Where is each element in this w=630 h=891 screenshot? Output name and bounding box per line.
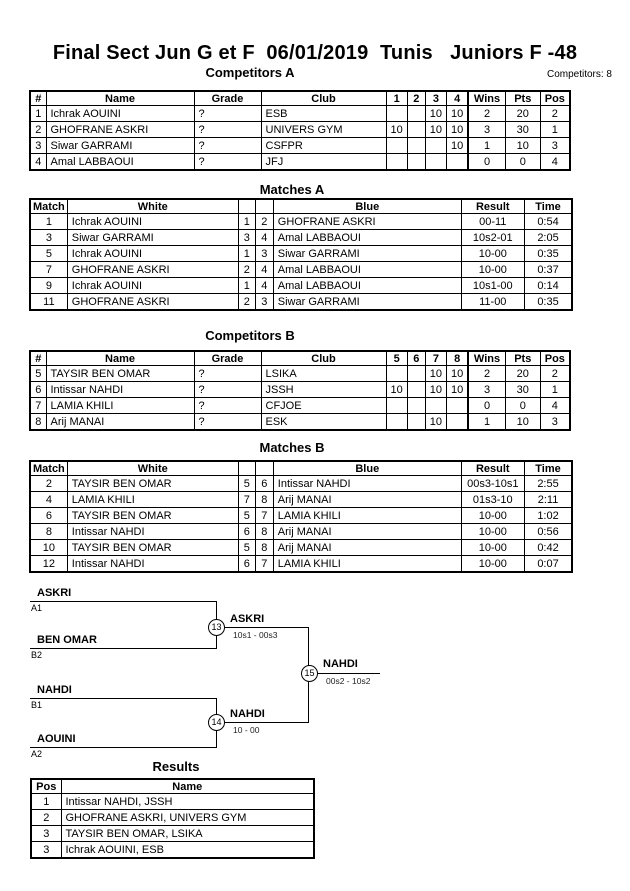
column-header: # [30,351,46,366]
bracket-seed: B1 [31,700,43,710]
table-row [31,794,314,810]
cell: GHOFRANE ASKRI, UNIVERS GYM [61,810,314,826]
cell: 3 [31,826,61,842]
cell: CSFPR [261,138,386,154]
cell: 1:02 [524,508,572,524]
competitors-count-note: Competitors: 8 [546,69,612,80]
cell: ? [194,366,261,382]
bracket-entry-name: NAHDI [37,684,72,696]
cell [407,382,425,398]
cell: 10 [386,122,407,138]
column-header: Name [46,351,194,366]
match-number-badge: 15 [301,665,318,682]
column-header: Pos [31,779,61,794]
cell: 5 [238,540,255,556]
cell: 0:42 [524,540,572,556]
cell: Siwar GARRAMI [67,230,238,246]
cell: 0 [505,398,540,414]
cell [407,106,425,122]
match-number-badge: 13 [208,619,225,636]
column-header: Grade [194,91,261,106]
cell: 1 [468,414,505,431]
cell [407,138,425,154]
column-header: Name [61,779,314,794]
section-title-matches-a: Matches A [259,182,325,197]
cell: 3 [30,138,46,154]
cell: 6 [30,508,67,524]
results-table [30,778,315,859]
cell: Amal LABBAOUI [273,230,461,246]
cell: ? [194,398,261,414]
cell: 10 [425,366,446,382]
cell: 10 [447,122,469,138]
cell [447,414,469,431]
bracket-seed: B2 [31,650,43,660]
cell: 10 [386,382,407,398]
cell: ? [194,106,261,122]
cell: 10 [447,138,469,154]
table-row [30,540,572,556]
cell: TAYSIR BEN OMAR [67,508,238,524]
column-header: 8 [447,351,469,366]
table-row [31,842,314,859]
table-row [30,214,572,230]
cell: Ichrak AOUINI [67,246,238,262]
bracket-winner-name: ASKRI [230,613,265,625]
bracket-entry-line [30,747,217,748]
bracket-winner-line [224,627,309,628]
cell: 5 [238,476,255,492]
cell: TAYSIR BEN OMAR, LSIKA [61,826,314,842]
column-header: 1 [386,91,407,106]
cell: Siwar GARRAMI [273,294,461,311]
cell: 0:37 [524,262,572,278]
cell: 0:54 [524,214,572,230]
cell: 2 [30,122,46,138]
cell: 3 [255,246,273,262]
column-header: Time [524,199,572,214]
cell: 3 [238,230,255,246]
cell: 11 [30,294,67,311]
cell: 7 [30,262,67,278]
cell: Intissar NAHDI [273,476,461,492]
cell: GHOFRANE ASKRI [273,214,461,230]
cell: Ichrak AOUINI, ESB [61,842,314,859]
cell: ? [194,122,261,138]
cell: 10 [425,382,446,398]
cell: ? [194,138,261,154]
section-title-competitors-a: Competitors A [205,65,295,80]
cell: 8 [255,540,273,556]
cell [447,154,469,171]
header-row [30,199,572,214]
cell: 2:05 [524,230,572,246]
cell: 2 [238,262,255,278]
column-header: Club [261,351,386,366]
cell: 0:07 [524,556,572,573]
table-row [30,556,572,573]
cell [407,398,425,414]
cell: TAYSIR BEN OMAR [67,476,238,492]
table-row [30,138,570,154]
cell [386,398,407,414]
cell: 1 [30,106,46,122]
cell: Arij MANAI [273,492,461,508]
cell: 3 [255,294,273,311]
cell: Intissar NAHDI [67,556,238,573]
cell: 2 [255,214,273,230]
column-header [255,461,273,476]
cell: 12 [30,556,67,573]
cell: 4 [255,262,273,278]
cell: 20 [505,106,540,122]
bracket-winner-name: NAHDI [230,708,265,720]
cell: 10-00 [461,262,524,278]
cell [447,398,469,414]
cell: 7 [30,398,46,414]
cell: 3 [468,382,505,398]
cell: 10 [505,138,540,154]
bracket-entry-line [30,601,217,602]
cell: 1 [30,214,67,230]
column-header: 5 [386,351,407,366]
column-header: White [67,461,238,476]
cell: 01s3-10 [461,492,524,508]
table-row [30,246,572,262]
column-header [238,199,255,214]
cell: 9 [30,278,67,294]
table-row [30,508,572,524]
cell: JFJ [261,154,386,171]
header-row [31,779,314,794]
cell: 0:56 [524,524,572,540]
cell: 8 [30,414,46,431]
cell: Amal LABBAOUI [46,154,194,171]
bracket-entry-line [30,648,217,649]
cell: 5 [30,366,46,382]
cell: 10-00 [461,246,524,262]
table-row [30,398,570,414]
table-row [31,810,314,826]
competitors-a-table [29,90,571,171]
cell: 0:35 [524,246,572,262]
table-row [31,826,314,842]
cell: GHOFRANE ASKRI [46,122,194,138]
bracket-result: 00s2 - 10s2 [326,676,371,686]
bracket-result: 10 - 00 [233,725,260,735]
cell: Amal LABBAOUI [273,262,461,278]
cell: LAMIA KHILI [273,508,461,524]
cell: 2 [468,366,505,382]
cell: ESK [261,414,386,431]
column-header: Time [524,461,572,476]
cell: 7 [255,556,273,573]
cell: 10 [505,414,540,431]
cell: 6 [238,556,255,573]
column-header: 2 [407,91,425,106]
column-header [238,461,255,476]
table-row [30,524,572,540]
cell: LAMIA KHILI [46,398,194,414]
column-header: Blue [273,199,461,214]
cell: 10-00 [461,524,524,540]
table-row [30,154,570,171]
bracket-seed: A1 [31,603,43,613]
cell: 10-00 [461,556,524,573]
cell: 10-00 [461,540,524,556]
column-header: 6 [407,351,425,366]
cell: 3 [468,122,505,138]
cell: 1 [238,278,255,294]
cell: 7 [238,492,255,508]
column-header: Match [30,461,67,476]
table-row [30,414,570,431]
cell: Ichrak AOUINI [67,214,238,230]
column-header [255,199,273,214]
cell: 8 [30,524,67,540]
cell: 1 [31,794,61,810]
table-row [30,278,572,294]
cell: 10s2-01 [461,230,524,246]
column-header: Grade [194,351,261,366]
table-row [30,262,572,278]
bracket-entry-name: ASKRI [37,587,72,599]
cell: Ichrak AOUINI [46,106,194,122]
cell: 10 [447,106,469,122]
table-row [30,382,570,398]
matches-a-table [29,198,573,311]
cell: Intissar NAHDI [67,524,238,540]
cell: 2 [30,476,67,492]
column-header: Blue [273,461,461,476]
cell: 20 [505,366,540,382]
cell: LSIKA [261,366,386,382]
cell: TAYSIR BEN OMAR [67,540,238,556]
column-header: Pts [505,91,540,106]
cell: 1 [540,122,570,138]
matches-b-table [29,460,573,573]
cell: 8 [255,492,273,508]
cell: 0 [468,154,505,171]
cell: 0:14 [524,278,572,294]
cell: 4 [540,154,570,171]
cell: Intissar NAHDI, JSSH [61,794,314,810]
cell: 4 [30,154,46,171]
cell [386,138,407,154]
column-header: Name [46,91,194,106]
cell: 4 [30,492,67,508]
cell: 11-00 [461,294,524,311]
table-row [30,230,572,246]
section-title-matches-b: Matches B [259,440,325,455]
cell: Siwar GARRAMI [46,138,194,154]
cell: 3 [30,230,67,246]
cell: 0 [468,398,505,414]
cell [425,138,446,154]
cell: LAMIA KHILI [67,492,238,508]
cell: Ichrak AOUINI [67,278,238,294]
cell: 3 [31,842,61,859]
cell: 5 [30,246,67,262]
cell: 8 [255,524,273,540]
cell: 2:11 [524,492,572,508]
cell: 1 [238,214,255,230]
cell: 3 [540,414,570,431]
section-title-results: Results [152,759,200,774]
cell: 30 [505,382,540,398]
cell: ? [194,414,261,431]
column-header: Result [461,199,524,214]
cell [425,154,446,171]
column-header: Match [30,199,67,214]
cell: UNIVERS GYM [261,122,386,138]
cell: 00-11 [461,214,524,230]
cell: 10 [447,366,469,382]
column-header: Wins [468,91,505,106]
table-row [30,294,572,311]
cell: Arij MANAI [273,524,461,540]
table-row [30,106,570,122]
cell: 0:35 [524,294,572,311]
cell: 3 [540,138,570,154]
cell: 10 [425,414,446,431]
cell: 30 [505,122,540,138]
bracket-entry-name: BEN OMAR [37,634,97,646]
cell: 10 [425,122,446,138]
table-row [30,122,570,138]
cell: 4 [255,230,273,246]
cell: 6 [30,382,46,398]
competitors-b-table [29,350,571,431]
column-header: White [67,199,238,214]
cell [407,154,425,171]
header-row [30,91,570,106]
header-row [30,351,570,366]
bracket-winner-line [317,673,380,674]
cell: 7 [255,508,273,524]
cell: 2:55 [524,476,572,492]
cell: GHOFRANE ASKRI [67,262,238,278]
cell: ? [194,382,261,398]
cell: ? [194,154,261,171]
cell: Arij MANAI [273,540,461,556]
cell: GHOFRANE ASKRI [67,294,238,311]
cell: Arij MANAI [46,414,194,431]
cell [386,414,407,431]
cell: 0 [505,154,540,171]
column-header: 4 [447,91,469,106]
cell [386,366,407,382]
cell: 10 [425,106,446,122]
cell: 10s1-00 [461,278,524,294]
page-title: Final Sect Jun G et F 06/01/2019 Tunis Juniors F -48 [52,42,578,64]
bracket-winner-line [224,722,309,723]
section-title-competitors-b: Competitors B [205,328,295,343]
header-row [30,461,572,476]
cell: 2 [540,366,570,382]
cell: TAYSIR BEN OMAR [46,366,194,382]
bracket-winner-name: NAHDI [323,658,358,670]
cell: 2 [468,106,505,122]
cell: ESB [261,106,386,122]
column-header: 3 [425,91,446,106]
column-header: Pts [505,351,540,366]
column-header: Result [461,461,524,476]
column-header: Pos [540,351,570,366]
cell [386,154,407,171]
column-header: 7 [425,351,446,366]
bracket-seed: A2 [31,749,43,759]
cell: 1 [238,246,255,262]
column-header: # [30,91,46,106]
cell [425,398,446,414]
cell: Siwar GARRAMI [273,246,461,262]
table-row [30,476,572,492]
cell [407,414,425,431]
bracket-entry-line [30,698,217,699]
cell: 6 [255,476,273,492]
cell: LAMIA KHILI [273,556,461,573]
match-number-badge: 14 [208,714,225,731]
cell: Amal LABBAOUI [273,278,461,294]
cell: 10-00 [461,508,524,524]
table-row [30,492,572,508]
cell [386,106,407,122]
cell: 1 [468,138,505,154]
column-header: Pos [540,91,570,106]
cell [407,122,425,138]
cell: 10 [447,382,469,398]
cell: 00s3-10s1 [461,476,524,492]
cell: 5 [238,508,255,524]
bracket-entry-name: AOUINI [37,733,76,745]
cell: 2 [31,810,61,826]
column-header: Club [261,91,386,106]
table-row [30,366,570,382]
cell: 6 [238,524,255,540]
cell: 4 [255,278,273,294]
cell: 10 [30,540,67,556]
cell [407,366,425,382]
cell: Intissar NAHDI [46,382,194,398]
cell: JSSH [261,382,386,398]
cell: 1 [540,382,570,398]
cell: 2 [238,294,255,311]
cell: 2 [540,106,570,122]
column-header: Wins [468,351,505,366]
cell: 4 [540,398,570,414]
cell: CFJOE [261,398,386,414]
bracket-result: 10s1 - 00s3 [233,630,278,640]
